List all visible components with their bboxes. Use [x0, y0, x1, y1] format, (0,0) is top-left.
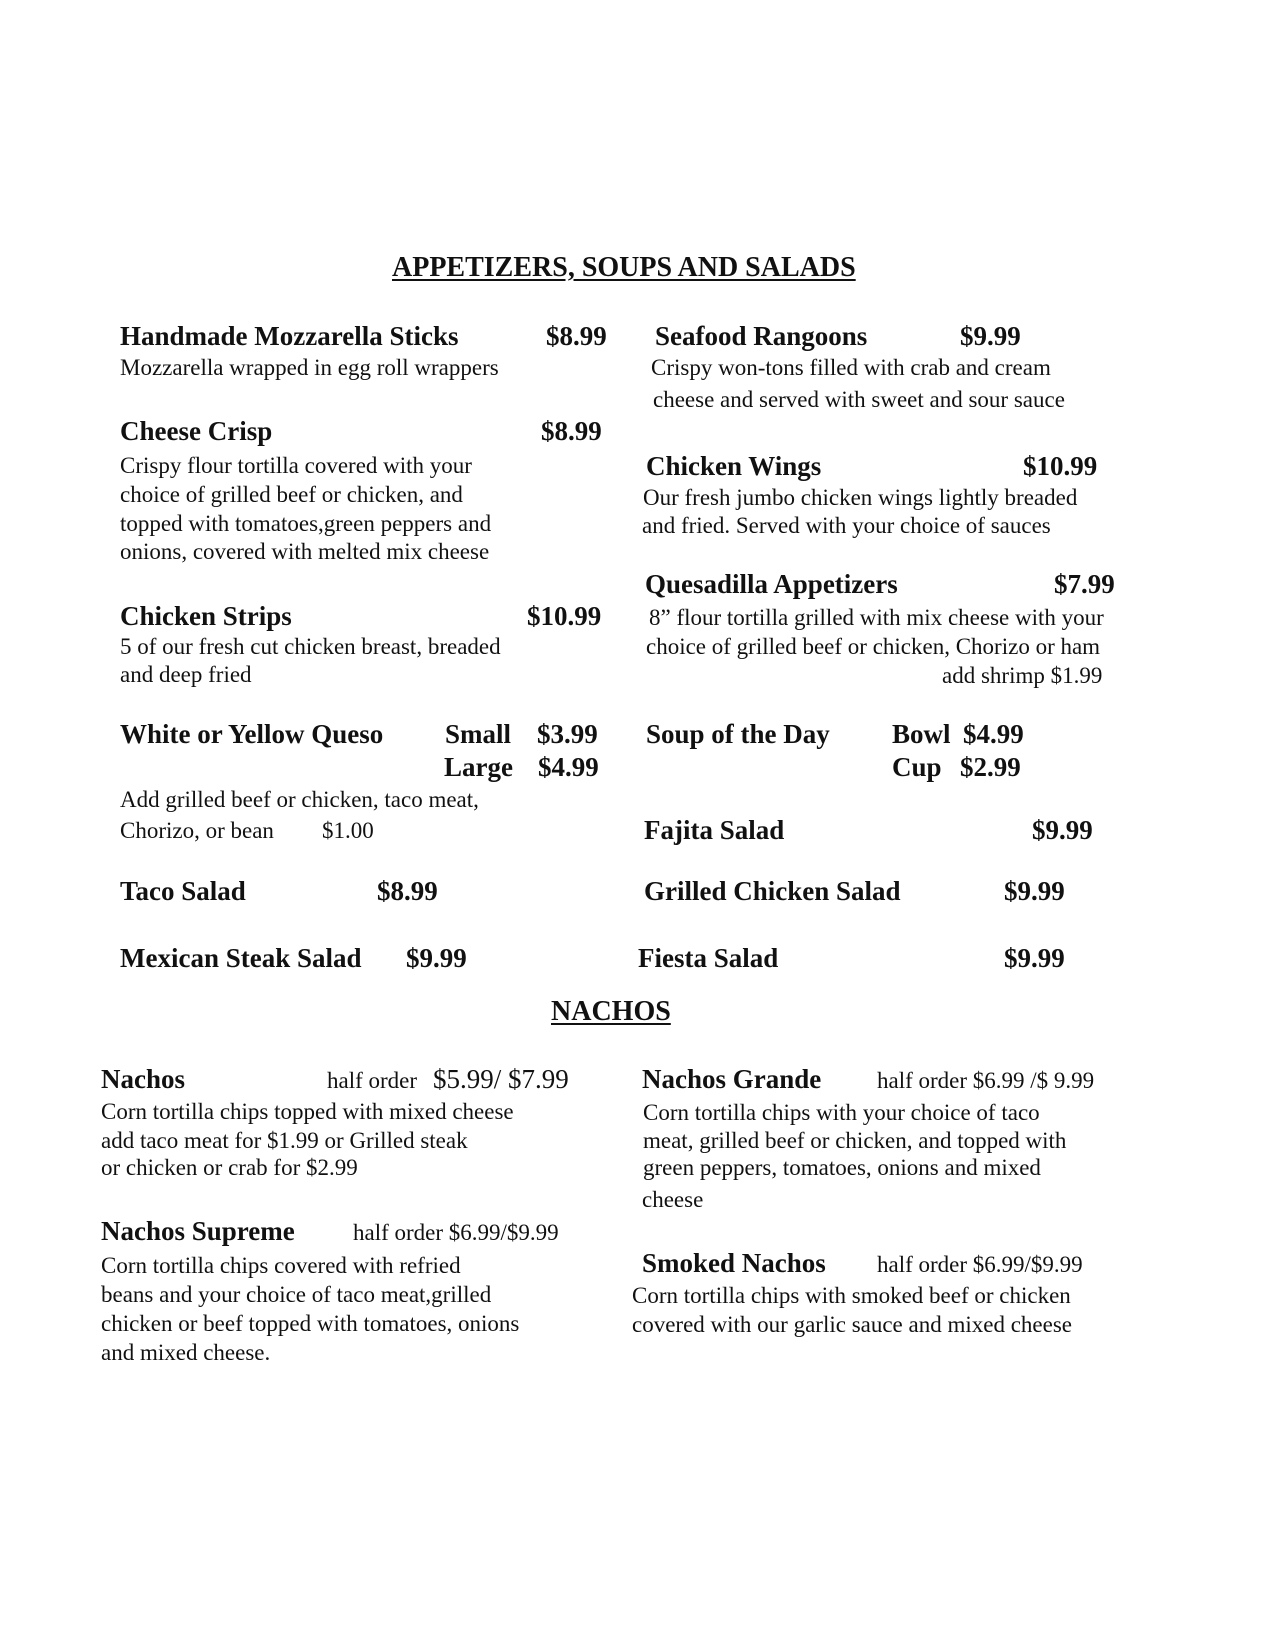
- item-price: $10.99: [527, 601, 602, 631]
- item-option: half order: [327, 1068, 418, 1093]
- size-price: $2.99: [960, 752, 1021, 782]
- item-description: Our fresh jumbo chicken wings lightly breaded: [643, 485, 1078, 510]
- item-description: choice of grilled beef or chicken, and: [120, 482, 463, 507]
- item-description: 8” flour tortilla grilled with mix cheese with your: [649, 605, 1104, 630]
- item-description: and mixed cheese.: [101, 1340, 271, 1365]
- item-name: Grilled Chicken Salad: [644, 876, 901, 906]
- item-name: Fajita Salad: [644, 815, 785, 845]
- item-price: $5.99/ $7.99: [433, 1064, 569, 1094]
- size-price: $3.99: [537, 719, 598, 749]
- item-option: half order $6.99 /$ 9.99: [877, 1068, 1095, 1093]
- item-description: Corn tortilla chips with smoked beef or chicken: [632, 1283, 1071, 1308]
- item-description: beans and your choice of taco meat,grilled: [101, 1282, 492, 1307]
- appetizers-heading: APPETIZERS, SOUPS AND SALADS: [392, 252, 856, 283]
- item-description: topped with tomatoes,green peppers and: [120, 511, 492, 536]
- item-description: cheese: [642, 1187, 704, 1212]
- item-description: Corn tortilla chips with your choice of taco: [643, 1100, 1040, 1125]
- item-description: Crispy won-tons filled with crab and cream: [651, 355, 1051, 380]
- item-description: 5 of our fresh cut chicken breast, breaded: [120, 634, 501, 659]
- size-price: $4.99: [963, 719, 1024, 749]
- item-name: Smoked Nachos: [642, 1248, 826, 1278]
- item-addon-price: $1.00: [322, 818, 374, 843]
- size-label: Bowl: [892, 719, 951, 749]
- item-description: Corn tortilla chips topped with mixed cheese: [101, 1099, 514, 1124]
- item-description: Crispy flour tortilla covered with your: [120, 453, 472, 478]
- item-name: Nachos Supreme: [101, 1216, 295, 1246]
- item-name: White or Yellow Queso: [120, 719, 384, 749]
- item-description: choice of grilled beef or chicken, Chorizo or ham: [646, 634, 1101, 659]
- item-description: Chorizo, or bean: [120, 818, 274, 843]
- item-price: $8.99: [541, 416, 602, 446]
- item-option: half order $6.99/$9.99: [877, 1252, 1083, 1277]
- item-price: $8.99: [546, 321, 607, 351]
- item-price: $10.99: [1023, 451, 1098, 481]
- item-name: Handmade Mozzarella Sticks: [120, 321, 459, 351]
- item-option: half order $6.99/$9.99: [353, 1220, 559, 1245]
- item-description: onions, covered with melted mix cheese: [120, 539, 490, 564]
- item-name: Fiesta Salad: [638, 943, 779, 973]
- item-description: Corn tortilla chips covered with refried: [101, 1253, 461, 1278]
- item-name: Quesadilla Appetizers: [645, 569, 898, 599]
- item-description: green peppers, tomatoes, onions and mixed: [643, 1155, 1041, 1180]
- item-name: Chicken Strips: [120, 601, 292, 631]
- item-description: and deep fried: [120, 662, 252, 687]
- item-addon: add shrimp $1.99: [942, 663, 1103, 688]
- item-description: and fried. Served with your choice of sauces: [642, 513, 1051, 538]
- item-description: or chicken or crab for $2.99: [101, 1155, 358, 1180]
- item-price: $9.99: [406, 943, 467, 973]
- item-price: $9.99: [1032, 815, 1093, 845]
- item-description: Mozzarella wrapped in egg roll wrappers: [120, 355, 499, 380]
- item-price: $8.99: [377, 876, 438, 906]
- item-name: Nachos: [101, 1064, 186, 1094]
- item-price: $9.99: [1004, 943, 1065, 973]
- size-label: Large: [444, 752, 513, 782]
- item-price: $9.99: [960, 321, 1021, 351]
- item-name: Taco Salad: [120, 876, 246, 906]
- size-label: Small: [445, 719, 512, 749]
- item-description: add taco meat for $1.99 or Grilled steak: [101, 1128, 468, 1153]
- size-price: $4.99: [538, 752, 599, 782]
- item-name: Seafood Rangoons: [655, 321, 868, 351]
- item-price: $9.99: [1004, 876, 1065, 906]
- item-description: cheese and served with sweet and sour sauce: [653, 387, 1065, 412]
- item-description: covered with our garlic sauce and mixed cheese: [632, 1312, 1072, 1337]
- item-description: Add grilled beef or chicken, taco meat,: [120, 787, 479, 812]
- item-name: Nachos Grande: [642, 1064, 822, 1094]
- item-price: $7.99: [1054, 569, 1115, 599]
- item-name: Soup of the Day: [646, 719, 830, 749]
- item-description: meat, grilled beef or chicken, and topped with: [643, 1128, 1067, 1153]
- nachos-heading: NACHOS: [551, 996, 671, 1027]
- item-name: Mexican Steak Salad: [120, 943, 362, 973]
- item-name: Chicken Wings: [646, 451, 822, 481]
- size-label: Cup: [892, 752, 942, 782]
- item-name: Cheese Crisp: [120, 416, 273, 446]
- item-description: chicken or beef topped with tomatoes, onions: [101, 1311, 520, 1336]
